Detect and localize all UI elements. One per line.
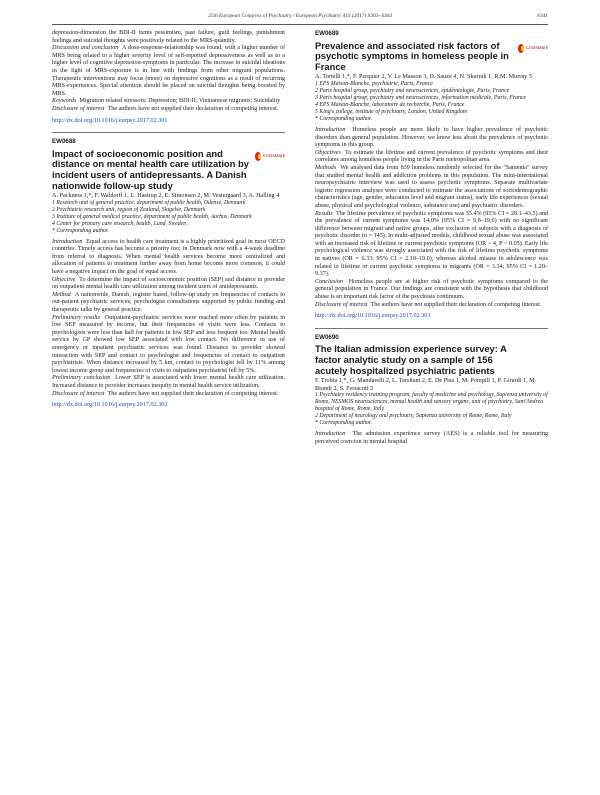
abstract-section [52,292,285,315]
section-label: Preliminary results [52,314,100,321]
affiliations [52,200,285,235]
continued-paragraph: depression-dimension the BDI-II items pessimism, past failure, guilt feelings, punishment feelings and suicidal thoughts were positively related to the MRS-quantity. [52,30,285,44]
affiliation: 3 Institute of general medical practice, department of public health, Aarhus, Denmark [52,213,252,220]
section-label: Introduction [315,431,346,438]
abstract-section [52,315,285,376]
section-text: Homeless people are at higher risk of psychotic symptoms compared to the general population in France. Our findings are consistent with the hypothesis that childhood abuse is an important risk factor of the psychosis continuum. [315,278,548,301]
abstract-section [52,277,285,292]
disclosure [52,106,285,114]
abstract-section [315,431,548,446]
section-text: The admission experience survey (AES) is a reliable tool for measuring perceived coercion in mental hospital [315,431,548,445]
section-text: Outpatient-psychiatric services were reached more often by patients in low SEP measured by income, but their frequencies of visits were less. Contacts to psychologists were less than half for patients in low SEP and less frequent too. Mental health service by GP showed low SEP associated with low contact. No difference in use of emergency or inpatient psychiatric services was found. Distance to provider showed interaction with SEP and contact to psychologist and frequencies of contact to outpatient psychiatrists. When distance increased by 5 km, contact to psychologist fell by 11% among lowest income group and frequencies of visits to outpatient psychiatrist fell by 5%. [52,314,285,374]
abstract-header [52,149,285,191]
journal-citation: 25th European Congress of Psychiatry / European Psychiatry 41S (2017) S303–S364 [208,13,392,19]
section-text: The authors have not supplied their declaration of competing interest. [107,105,279,112]
affiliation: 3 Paris hospital group, psychiatry and neurosciences, information médicale, Paris, France [315,94,527,101]
affiliation: 1 Psychiatry residency training program, faculty of medicine and psychology, Sapienza university of Rome, NESMOS neurosciences, mental health and sensory organs, unit of psychiatry, Sant'Andrea hospital of Rome, Rome, Italy [315,392,548,413]
abstract-body [315,127,548,309]
section-label: Objective [52,276,76,283]
affiliation: 4 EPS Maison-Blanche, laboratoire de recherche, Paris, France [315,101,465,108]
abstract-section [52,391,285,399]
crossmark-icon [518,44,524,53]
section-label: Conclusion [315,278,343,285]
affiliation: * Corresponding author. [315,420,372,427]
section-label: Methods [315,164,337,171]
section-text: Equal access to health care treatment is a highly prioritized goal in most OECD countries. Timely access has become a priority too; in Denmark now with a 4-week deadline from referral to diagnosis. When mental health services become more centralized and allocation of patients to treatment further away from home become more common, it could have a negative impact on the goal of equal access. [52,238,286,276]
crossmark-label: CrossMark [262,153,285,159]
section-text: To estimate the lifetime and current prevalence of psychotic symptoms and their correlates among homeless people living in the Paris metropolitan area. [315,149,548,164]
section-label: Results [315,210,333,217]
section-label: Disclosure of interest [52,390,105,397]
abstract-section [52,239,285,277]
doi-link[interactable]: http://dx.doi.org/10.1016/j.eurpsy.2017.02.302 [52,401,168,409]
crossmark-logo[interactable] [518,43,548,54]
section-label: Method [52,291,71,298]
abstract-section [315,165,548,211]
section-text: The authors have not supplied their declaration of competing interest. [107,390,279,397]
section-label: Keywords [52,98,77,105]
section-text: A dose-response-relationship was found, with a higher number of MRS being related to a higher severity level of self-reported depressiveness as well as to a higher level of cognitive depression-symptoms in particular. The increase in suicidal ideations in the light of MRS-exposure is in line with findings from other migrant populations. Therapeutic interventions may focus (more) on depressive cognitions as a result of recurring MRS-experiences. Special attention should be placed on suicidal thoughts being boosted by MRS. [52,45,285,97]
section-text: The authors have not supplied their declaration of competing interest. [370,301,542,308]
section-text: Lower SEP is associated with lower mental health care utilization. Increased distance to provider increases inequity in mental health service utilization. [52,375,286,389]
section-text: Migration related stressors; Depression; BDI-II; Vietnamese migrants; Suicidality [79,98,281,105]
abstract-title: The Italian admission experience survey: A factor analytic study on a sample of 156 acutely hospitalized psychiatric patients [315,343,507,376]
section-text: A nationwide, Danish, register based, follow-up study on frequencies of contacts to out-patient psychiatric services, psychologist consultations supported by public funding and therapeutic talks by general practice. [52,291,285,314]
abstract-section [315,302,548,310]
abstract-section [52,375,285,390]
section-label: Disclosure of interest [315,301,368,308]
affiliations [315,392,548,427]
abstract-body [52,239,285,398]
abstract-divider [315,328,548,329]
section-text: Homeless people are more likely to have higher prevalence of psychotic disorders than general population. However, we know less about the prevalence of psychotic symptoms in this group. [315,126,548,149]
section-label: Preliminary conclusion [52,375,111,382]
abstract-divider [52,132,285,133]
right-column [315,30,548,447]
affiliation: 4 Center for primary care research, health, Lund, Sweden [52,220,187,227]
affiliation: * Corresponding author. [52,227,109,234]
affiliations [315,81,548,123]
section-text: The lifetime prevalence of psychotic symptoms was 35.4% (95% CI = 28.1–43.5) and the prevalence of current symptoms was 14,0% (95% CI = 9,8–19,6) with no significant difference between migrant and native groups, after exclusion of subjects with a diagnosis of psychotic disorder (n = 145). In multi-adjusted models, childhood sexual abuse was associated with an increased risk of lifetime or current psychotic symptoms (OR > 4, P < 0.05). Early life psychological violence was strongly associated with the risk of lifetime psychotic symptoms in natives (OR = 6.33; 95% CI = 2.10–19.0), whereas alcohol misuse in adolescence was related to lifetime or current psychotic symptoms in migrants (OR = 3.34; 95% CI = 1.20–9.37). [315,210,549,278]
continued-paragraph [52,45,285,98]
page-number: S341 [536,13,548,19]
abstract-code: EW0688 [52,138,76,146]
crossmark-logo[interactable] [255,151,285,162]
abstract-header [315,344,548,376]
abstract-body [315,431,548,446]
section-label: Discussion and conclusion [52,45,119,52]
doi-link[interactable]: http://dx.doi.org/10.1016/j.eurpsy.2017.02.301 [52,116,168,124]
abstract-section [315,279,548,302]
section-label: Disclosure of interest [52,105,105,112]
section-label: Introduction [315,126,346,133]
section-label: Introduction [52,238,83,245]
abstract-section [315,211,548,279]
section-label: Objectives [315,149,341,156]
author-list: A. Packness 1,*, F. Waldorff 1, L. Hastrup 2, E. Simonsen 2, M. Vestergaard 3, A. Halling 4 [52,192,280,200]
abstract-title: Prevalence and associated risk factors of psychotic symptoms in homeless people in France [315,39,509,72]
affiliation: 2 Department of neurology and psychiatry, Sapienza university of Rome, Rome, Italy [315,413,512,420]
header-rule [52,24,548,25]
affiliation: 1 EPS Maison-Blanche, psychiatrie, Paris, France [315,80,433,87]
abstract-section [315,127,548,150]
affiliation: 2 Paris hospital group, psychiatry and neurosciences, épidémiologie, Paris, France [315,87,510,94]
abstract-header [315,41,548,73]
affiliation: 2 Psychiatric research unit, region of Zealand, Slagelse, Denmark [52,206,206,213]
left-column [52,30,285,409]
author-list: A. Tortelli 1,*, F. Perquier 2, V. Le Masson 3, D. Sauze 4, N. Skurnik 1, R.M. Murray 5 [315,73,532,81]
crossmark-label: CrossMark [525,45,548,51]
section-text: To determine the impact of socioeconomic position (SEP) and distance to provider on outpatient mental health care utilization among incident users of antidepressants. [52,276,285,291]
abstract-section [315,150,548,165]
affiliation: 5 King's college, institute of psychiatry, London, United Kingdom [315,108,468,115]
abstract-code: EW0690 [315,333,339,341]
affiliation: 1 Research unit of general practice, department of public health, Odense, Denmark [52,199,246,206]
crossmark-icon [255,152,261,161]
doi-link[interactable]: http://dx.doi.org/10.1016/j.eurpsy.2017.02.303 [315,312,431,320]
keywords [52,98,285,106]
affiliation: * Corresponding author. [315,115,372,122]
section-text: We analysed data from 839 homeless randomly selected for the "Samenta" survey that studied mental health and addiction problems in this population. The mini-international neuropsychiatric interview was used to assess psychotic symptoms. Separate multivariate logistic regression analyses were conducted to estimate the associations of sociodemographic characteristics (age, gender, education level and migrant status), early life experiences (sexual abuse, physical and psychological violence, substance use) and psychiatric disorders. [315,164,548,209]
author-list: F. Trobia 1,*, G. Mandarelli 2, L. Tarsitani 2, E. De Pisa 1, M. Pompili 1, P. Girardi 1, M. Biondi 2, S. Ferracuti 2 [315,377,537,392]
abstract-code: EW0689 [315,30,339,37]
abstract-title: Impact of socioeconomic position and distance on mental health care utilization by incident users of antidepressants. A Danish nationwide follow-up study [52,147,249,191]
